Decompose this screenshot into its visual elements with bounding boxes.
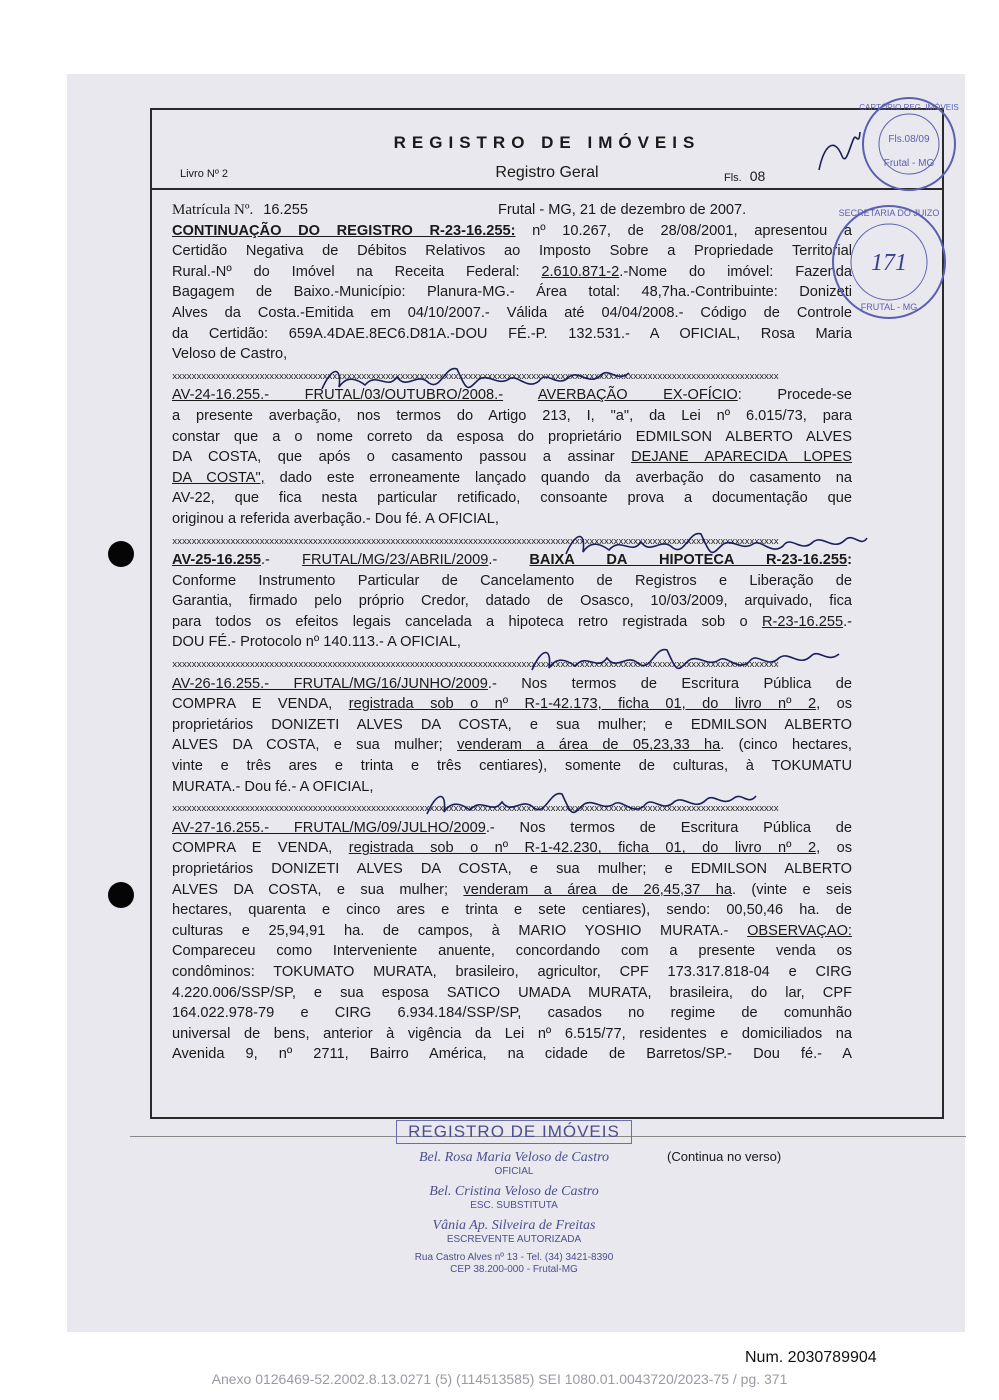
initials-icon: [814, 126, 864, 176]
entry-heading: AV-26-16.255.- FRUTAL/MG/16/JUNHO/2009: [172, 675, 488, 692]
text-line: DOU FÉ.- Protocolo nº 140.113.- A OFICIAL,: [172, 634, 461, 651]
text-span: FRUTAL/MG/23/ABRIL/2009: [302, 552, 489, 569]
stamp-address: CEP 38.200-000 - Frutal-MG: [450, 1264, 578, 1275]
separator-line: xxxxxxxxxxxxxxxxxxxxxxxxxxxxxxxxxxxxxxxxxxxxxxxxxxxxxxxxxxxxxxxxxxxxxxxxxxxxxxxxxxxxxxxxxxxxxxxxxxxxxxxxxxxxxxxxxxxxxxxxxxxxx: [172, 660, 779, 671]
punch-hole: [108, 882, 134, 908]
signature-icon: [422, 786, 762, 822]
seal-mid-text: SECRETARIA DO JUIZO: [838, 208, 940, 218]
text-span: AVERBAÇÃO EX-OFÍCIO: [537, 387, 738, 404]
stamp-name: Bel. Cristina Veloso de Castro: [429, 1184, 599, 1199]
text-line: Conforme Instrumento Particular de Cancelamento de Registros e Liberação de: [172, 572, 852, 589]
stamp-name: Vânia Ap. Silveira de Freitas: [432, 1218, 596, 1233]
text-line: [172, 838, 852, 859]
fls-label: [724, 168, 765, 184]
text-line: MURATA.- Dou fé.- A OFICIAL,: [172, 778, 374, 795]
text-line: originou a referida averbação.- Dou fé. A OFICIAL,: [172, 510, 499, 527]
separator-line: xxxxxxxxxxxxxxxxxxxxxxxxxxxxxxxxxxxxxxxxxxxxxxxxxxxxxxxxxxxxxxxxxxxxxxxxxxxxxxxxxxxxxxxxxxxxxxxxxxxxxxxxxxxxxxxxxxxxxxxxxxxxx: [172, 804, 779, 815]
stamp-name: Bel. Rosa Maria Veloso de Castro: [418, 1150, 610, 1165]
text-line: [172, 612, 852, 633]
text-line: vinte e três ares e trinta e três centiares), somente de culturas, à TOKUMATU: [172, 758, 852, 775]
text-line: 4.220.006/SSP/SP, e sua esposa SATICO UMADA MURATA, brasileira, do lar, CPF: [172, 984, 852, 1001]
text-line: hectares, quarenta e cinco ares e trinta e sete centiares), sendo: 00,50,46 ha. de: [172, 902, 852, 919]
stamp-role: OFICIAL: [494, 1166, 534, 1177]
text-span: : Procede-se: [737, 387, 852, 404]
seal-top-fls: Fls.08/09: [888, 134, 930, 145]
text-span: .- Nos termos de Escritura Pública de: [487, 675, 852, 692]
text-span: R-23-16.255: [761, 613, 844, 630]
text-span: venderam a área de 26,45,37 ha: [463, 881, 732, 898]
entry-heading: AV-25-16.255: [172, 552, 261, 569]
text-span: 2.610.871-2: [541, 263, 620, 280]
seal-top-text: CARTÓRIO REG. IMÓVEIS: [859, 103, 959, 112]
text-line: Bagagem de Baixo.-Município: Planura-MG.- Área total: 48,7ha.-Contribuinte: Donizeti: [172, 284, 852, 301]
page-footer: Anexo 0126469-52.2002.8.13.0271 (5) (114513585) SEI 1080.01.0043720/2023-75 / pg. 371: [211, 1371, 788, 1387]
text-line: Avenida 9, nº 2711, Bairro América, na cidade de Barretos/SP.- Dou fé.- A: [172, 1046, 852, 1063]
registry-subtitle: Registro Geral: [495, 164, 599, 181]
entry-heading: CONTINUAÇÃO DO REGISTRO R-23-16.255:: [172, 222, 516, 239]
signature-icon: [527, 642, 857, 678]
text-line: [172, 694, 852, 715]
text-span: .- Nos termos de Escritura Pública de: [485, 819, 853, 836]
text-span: ALVES DA COSTA, e sua mulher;: [172, 881, 464, 898]
text-line: a presente averbação, nos termos do Artigo 213, I, "a", da Lei nº 6.015/73, para: [172, 407, 852, 424]
livro-label: Livro Nº 2: [180, 168, 229, 180]
text-line: Certidão Negativa de Débitos Relativos ao Imposto Sobre a Propriedade Territorial: [172, 243, 852, 260]
text-span: DA COSTA, que após o casamento passou a assinar: [172, 449, 632, 466]
punch-hole: [108, 541, 134, 567]
text-line: Garantia, firmado pelo próprio Credor, datado de Osasco, 10/03/2009, arquivado, fica: [172, 593, 852, 610]
seal-top-city: Frutal - MG: [883, 158, 935, 169]
entry-heading: AV-27-16.255.- FRUTAL/MG/09/JULHO/2009: [172, 819, 486, 836]
text-span: .-: [488, 552, 530, 569]
text-span: [728, 923, 747, 939]
separator-line: xxxxxxxxxxxxxxxxxxxxxxxxxxxxxxxxxxxxxxxxxxxxxxxxxxxxxxxxxxxxxxxxxxxxxxxxxxxxxxxxxxxxxxxxxxxxxxxxxxxxxxxxxxxxxxxxxxxxxxxxxxxxx: [172, 371, 779, 382]
text-line: [172, 447, 852, 468]
continua-note: (Continua no verso): [667, 1149, 782, 1164]
text-line: AV-22, que fica nesta particular retificado, consoante prova a documentação que: [172, 490, 852, 507]
text-line: [172, 880, 852, 901]
text-span: .-: [843, 613, 852, 630]
text-span: DEJANE APARECIDA LOPES: [631, 449, 853, 466]
text-span: registrada sob o nº R-1-42.173, ficha 01, do livro nº 2: [348, 696, 817, 713]
entry-heading: AV-24-16.255.- FRUTAL/03/OUTUBRO/2008.-: [172, 387, 504, 404]
stamp-address: Rua Castro Alves nº 13 - Tel. (34) 3421-8390: [414, 1252, 614, 1263]
matricula-number: 16.255: [263, 202, 308, 218]
text-span: COMPRA E VENDA,: [172, 696, 349, 713]
text-line: Alves da Costa.-Emitida em 04/10/2007.- Válida até 04/04/2008.- Código de Controle: [172, 304, 852, 321]
text-span: .-: [260, 552, 303, 569]
text-span: OBSERVAÇAO:: [747, 922, 852, 939]
text-span: BAIXA DA HIPOTECA R-23-16.255: [529, 552, 848, 569]
text-line: [172, 921, 852, 942]
text-line: [172, 221, 852, 242]
text-span: venderam a área de 05,23,33 ha: [457, 737, 721, 754]
text-span: culturas e 25,94,91 ha. de campos, à MARIO YOSHIO MURATA.-: [172, 922, 729, 939]
text-line: da Certidão: 659A.4DAE.8EC6.D81A.-DOU FÉ.-P. 132.531.- A OFICIAL, Rosa Maria: [172, 325, 852, 342]
stamp-role: ESCREVENTE AUTORIZADA: [446, 1234, 582, 1245]
text-span: , os: [816, 696, 852, 713]
stamp-title: REGISTRO DE IMÓVEIS: [396, 1120, 632, 1144]
text-span: COMPRA E VENDA,: [172, 840, 349, 857]
text-line: condôminos: TOKUMATO MURATA, brasileiro, agricultor, CPF 173.317.818-04 e CIRG: [172, 963, 852, 980]
text-line: proprietários DONIZETI ALVES DA COSTA, e sua mulher; e EDMILSON ALBERTO: [172, 861, 852, 877]
text-span: DA COSTA",: [172, 469, 265, 486]
text-span: Rural.-Nº do Imóvel na Receita Federal:: [172, 263, 542, 280]
text-line: [172, 262, 852, 283]
text-line: [172, 735, 852, 756]
text-line: Veloso de Castro,: [172, 346, 288, 363]
stamp-role: ESC. SUBSTITUTA: [470, 1200, 558, 1211]
text-span: ALVES DA COSTA, e sua mulher;: [172, 737, 458, 754]
text-line: universal de bens, anterior à vigência da Lei nº 6.515/77, residentes e domiciliados na: [172, 1025, 852, 1042]
registry-seal-icon: [859, 94, 959, 194]
text-span: registrada sob o nº R-1-42.230, ficha 01, do livro nº 2: [348, 840, 817, 857]
text-span: .-Nome do imóvel: Fazenda: [619, 263, 852, 280]
text-line: proprietários DONIZETI ALVES DA COSTA, e sua mulher; e EDMILSON ALBERTO: [172, 716, 852, 733]
seal-mid-num: 171: [871, 250, 907, 276]
text-line: Compareceu como Interveniente anuente, concordando com a presente venda os: [172, 943, 852, 960]
court-seal-icon: [829, 202, 949, 322]
signature-icon: [317, 361, 647, 397]
registry-title: REGISTRO DE IMÓVEIS: [393, 133, 701, 152]
separator-line: xxxxxxxxxxxxxxxxxxxxxxxxxxxxxxxxxxxxxxxxxxxxxxxxxxxxxxxxxxxxxxxxxxxxxxxxxxxxxxxxxxxxxxxxxxxxxxxxxxxxxxxxxxxxxxxxxxxxxxxxxxxxx: [172, 536, 779, 547]
registry-stamp: [392, 1120, 636, 1286]
seal-mid-city: FRUTAL - MG: [860, 302, 918, 312]
text-line: [172, 468, 852, 489]
text-span: . (vinte e seis: [731, 881, 852, 898]
text-span: dado este erroneamente lançado quando da averbação do casamento na: [264, 469, 853, 486]
text-span: :: [847, 552, 852, 569]
signature-icon: [561, 526, 871, 562]
registry-frame: [150, 108, 944, 1119]
text-line: constar que a o nome correto da esposa do proprietário EDMILSON ALBERTO ALVES: [172, 428, 852, 445]
fls-number: 08: [749, 168, 766, 184]
fls-text: Fls.: [724, 172, 742, 184]
registry-body: [172, 200, 852, 1065]
text-span: , os: [816, 840, 852, 857]
matricula-date: Frutal - MG, 21 de dezembro de 2007.: [498, 202, 747, 218]
text-span: nº 10.267, de 28/08/2001, apresentou a: [515, 222, 852, 239]
text-line: 164.022.978-79 e CIRG 6.934.184/SSP/SP, casados no regime de comunhão: [172, 1005, 852, 1022]
text-span: . (cinco hectares,: [720, 737, 852, 754]
document-number: Num. 2030789904: [745, 1349, 877, 1366]
matricula-line: [172, 200, 852, 221]
text-span: para todos os efeitos legais cancelada a hipoteca retro registrada sob o: [172, 613, 762, 630]
matricula-label: Matrícula Nº.: [172, 202, 254, 218]
